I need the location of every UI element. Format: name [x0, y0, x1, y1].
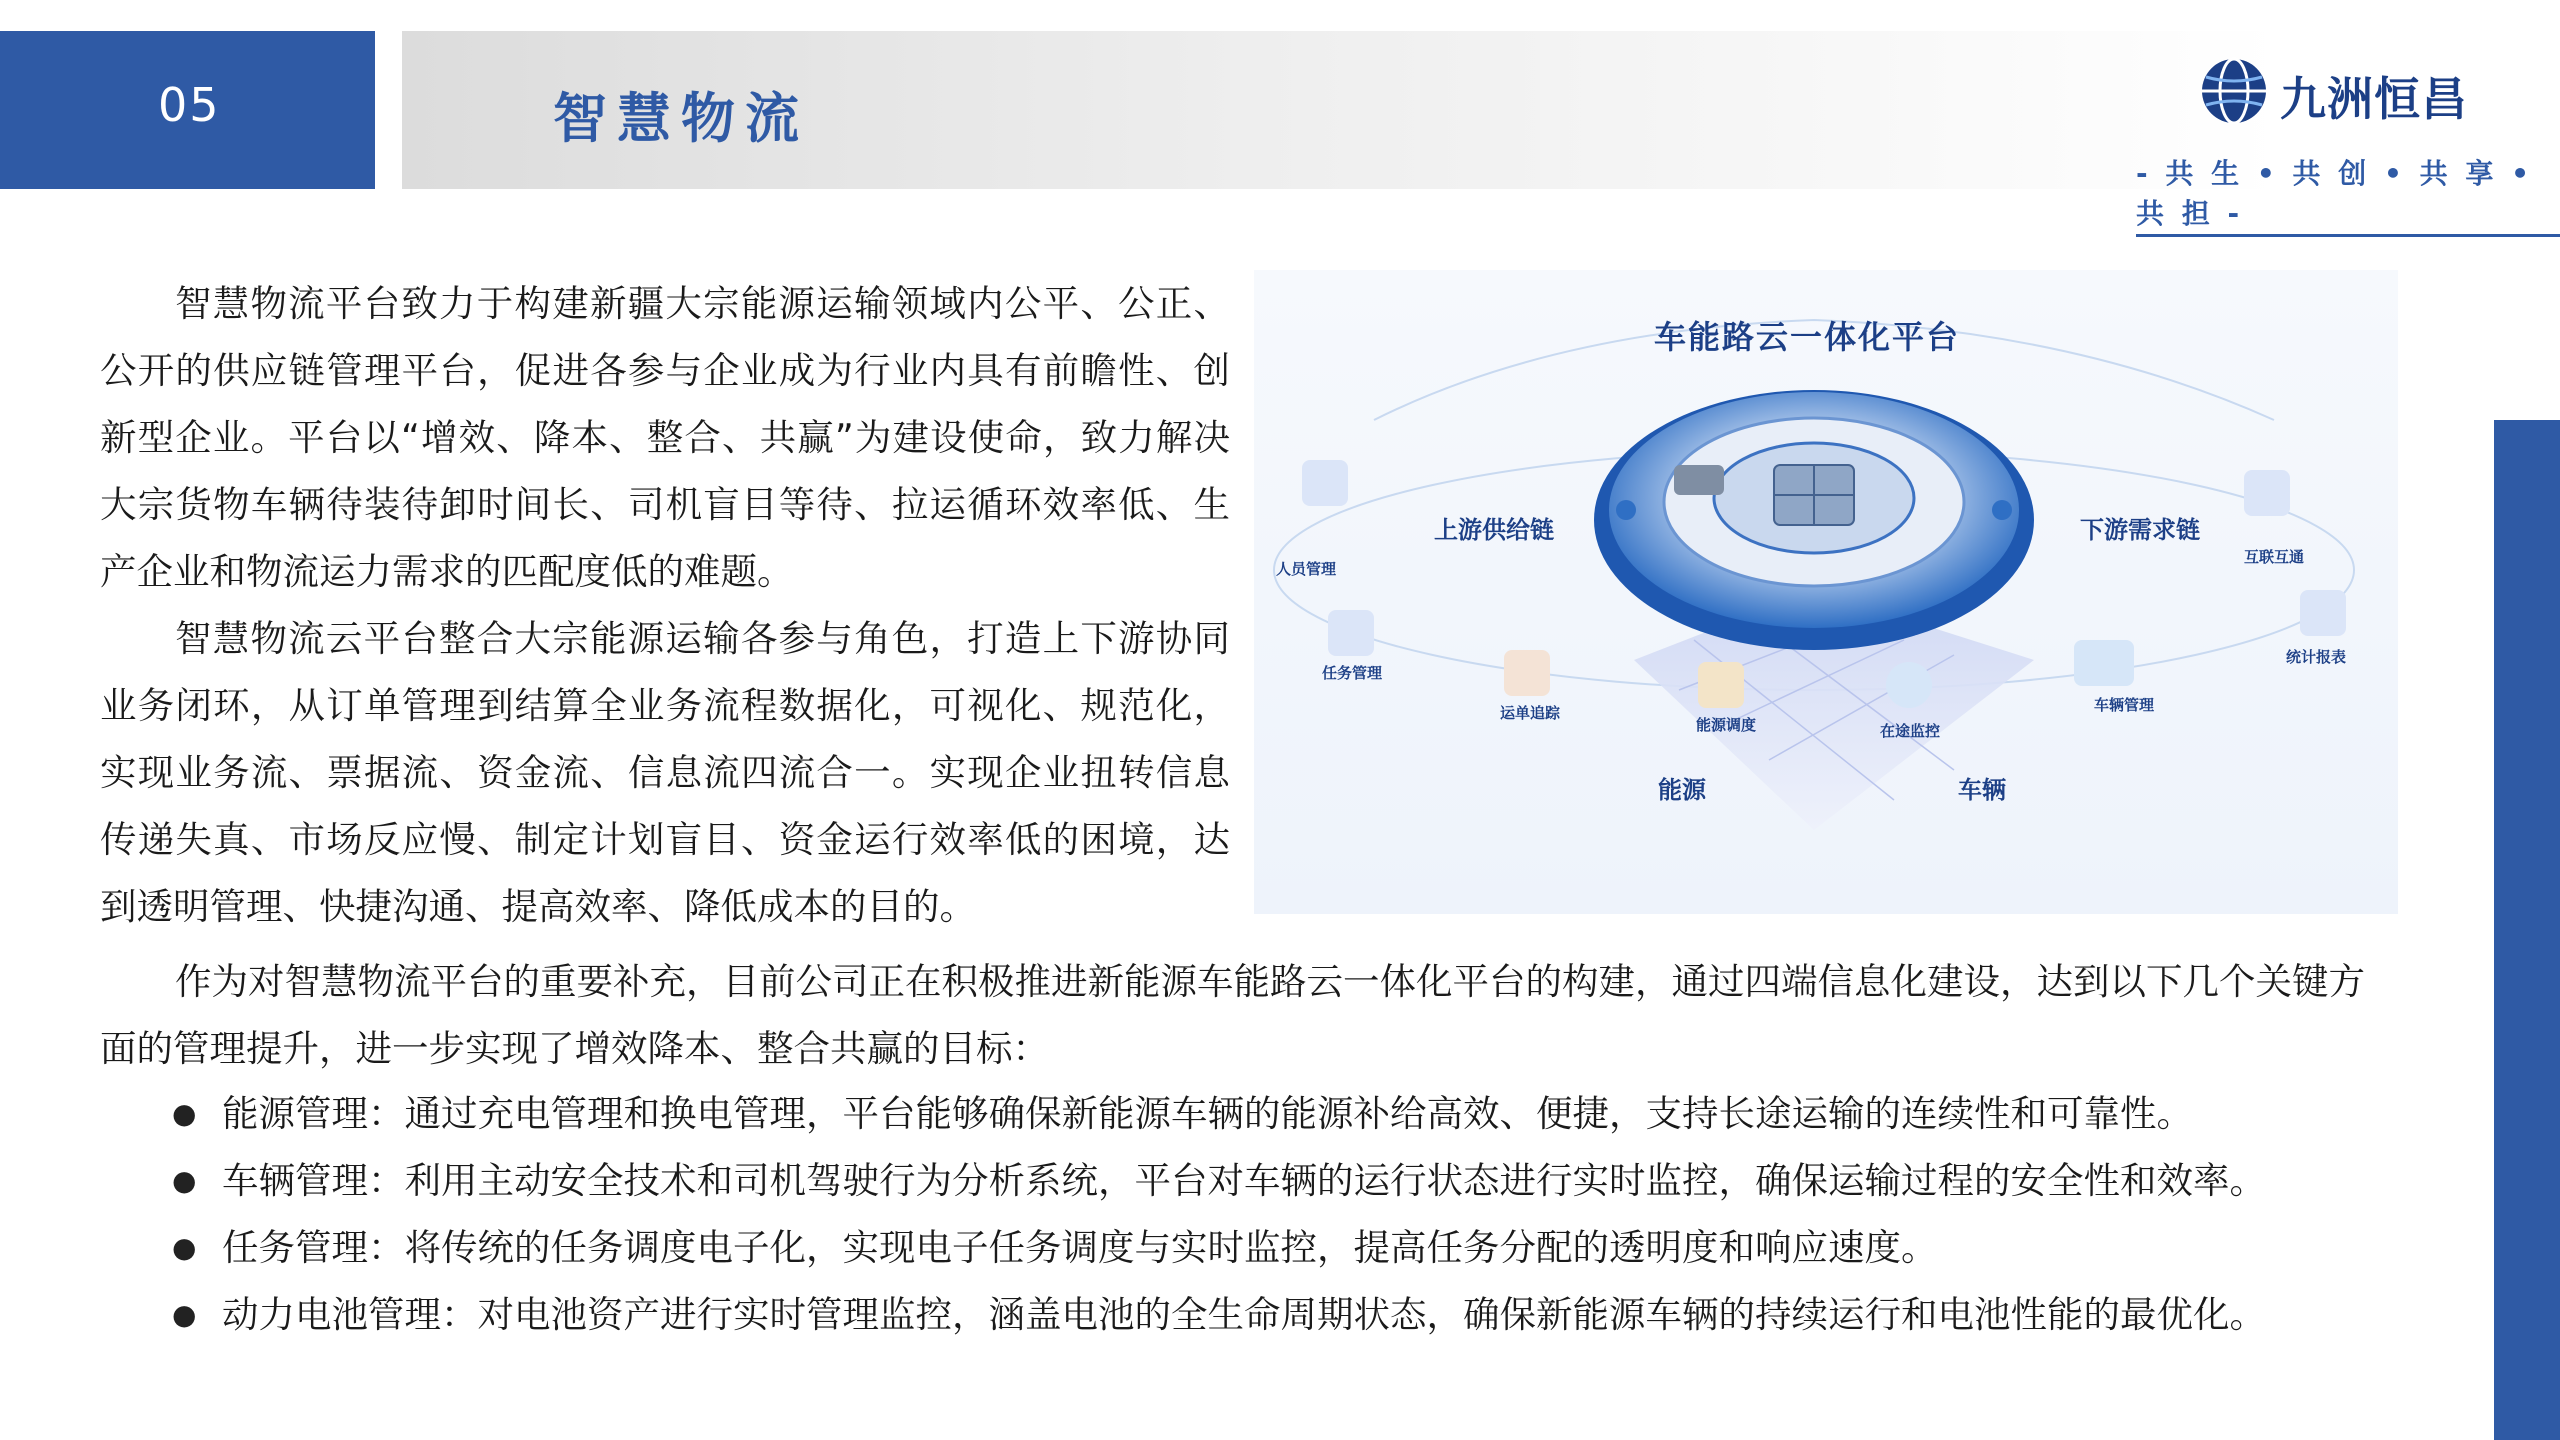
personnel-label: 人员管理 — [1276, 560, 1337, 578]
vehicle-mgmt-icon — [2074, 640, 2134, 686]
page-title: 智慧物流 — [553, 87, 809, 150]
task-icon — [1328, 610, 1374, 656]
paragraph-2: 智慧物流云平台整合大宗能源运输各参与角色，打造上下游协同业务闭环，从订单管理到结算全业务流程数据化，可视化、规范化，实现业务流、票据流、资金流、信息流四流合一。实现企业扭转信息传递失真、市场反应慢、制定计划盲目、资金运行效率低的困境，达到透明管理、快捷沟通、提高效率、降低成本的目的。 — [100, 617, 1230, 928]
vehicle-label: 车辆 — [1958, 776, 2006, 804]
bullet-vehicle-management: ● 车辆管理：利用主动安全技术和司机驾驶行为分析系统，平台对车辆的运行状态进行实时监控，确保运输过程的安全性和效率。 — [172, 1147, 2472, 1214]
personnel-icon — [1302, 460, 1348, 506]
task-label: 任务管理 — [1322, 664, 1383, 682]
interconnect-label: 互联互通 — [2244, 548, 2305, 566]
interconnect-icon — [2244, 470, 2290, 516]
platform-diagram — [1254, 270, 2398, 914]
right-accent-stripe — [2494, 420, 2560, 1440]
bullet-battery-management: ● 动力电池管理：对电池资产进行实时管理监控，涵盖电池的全生命周期状态，确保新能源车辆的持续运行和电池性能的最优化。 — [172, 1281, 2472, 1348]
monitor-label: 在途监控 — [1880, 722, 1941, 740]
paragraph-3: 作为对智慧物流平台的重要补充，目前公司正在积极推进新能源车能路云一体化平台的构建，通过四端信息化建设，达到以下几个关键方面的管理提升，进一步实现了增效降本、整合共赢的目标： — [100, 960, 2365, 1070]
diagram-title: 车能路云一体化平台 — [1654, 318, 1961, 356]
globe-logo-icon — [2198, 55, 2270, 127]
upstream-label: 上游供给链 — [1434, 516, 1554, 544]
report-label: 统计报表 — [2286, 648, 2347, 666]
report-icon — [2300, 590, 2346, 636]
logo-name: 九洲恒昌 — [2280, 72, 2468, 126]
section-number: 05 — [158, 78, 221, 132]
monitor-icon — [1886, 662, 1932, 708]
bullet-energy-management: ● 能源管理：通过充电管理和换电管理，平台能够确保新能源车辆的能源补给高效、便捷，支持长途运输的连续性和可靠性。 — [172, 1080, 2472, 1147]
platform-illustration — [1254, 270, 2398, 914]
dispatch-label: 能源调度 — [1696, 716, 1757, 734]
energy-label: 能源 — [1658, 776, 1706, 804]
bullet-task-management: ● 任务管理：将传统的任务调度电子化，实现电子任务调度与实时监控，提高任务分配的透明度和响应速度。 — [172, 1214, 2472, 1281]
paragraph-1: 智慧物流平台致力于构建新疆大宗能源运输领域内公平、公正、公开的供应链管理平台，促进各参与企业成为行业内具有前瞻性、创新型企业。平台以“增效、降本、整合、共赢”为建设使命，致力解决大宗货物车辆待装待卸时间长、司机盲目等待、拉运循环效率低、生产企业和物流运力需求的匹配度低的难题。 — [100, 282, 1230, 593]
vehicle-mgmt-label: 车辆管理 — [2094, 696, 2155, 714]
waybill-label: 运单追踪 — [1500, 704, 1561, 722]
waybill-icon — [1504, 650, 1550, 696]
key-points-list — [172, 1080, 2472, 1348]
downstream-label: 下游需求链 — [2080, 516, 2200, 544]
company-slogan: - 共 生 • 共 创 • 共 享 • 共 担 - — [2136, 152, 2560, 237]
company-logo — [2198, 55, 2488, 127]
dispatch-icon — [1698, 662, 1744, 708]
